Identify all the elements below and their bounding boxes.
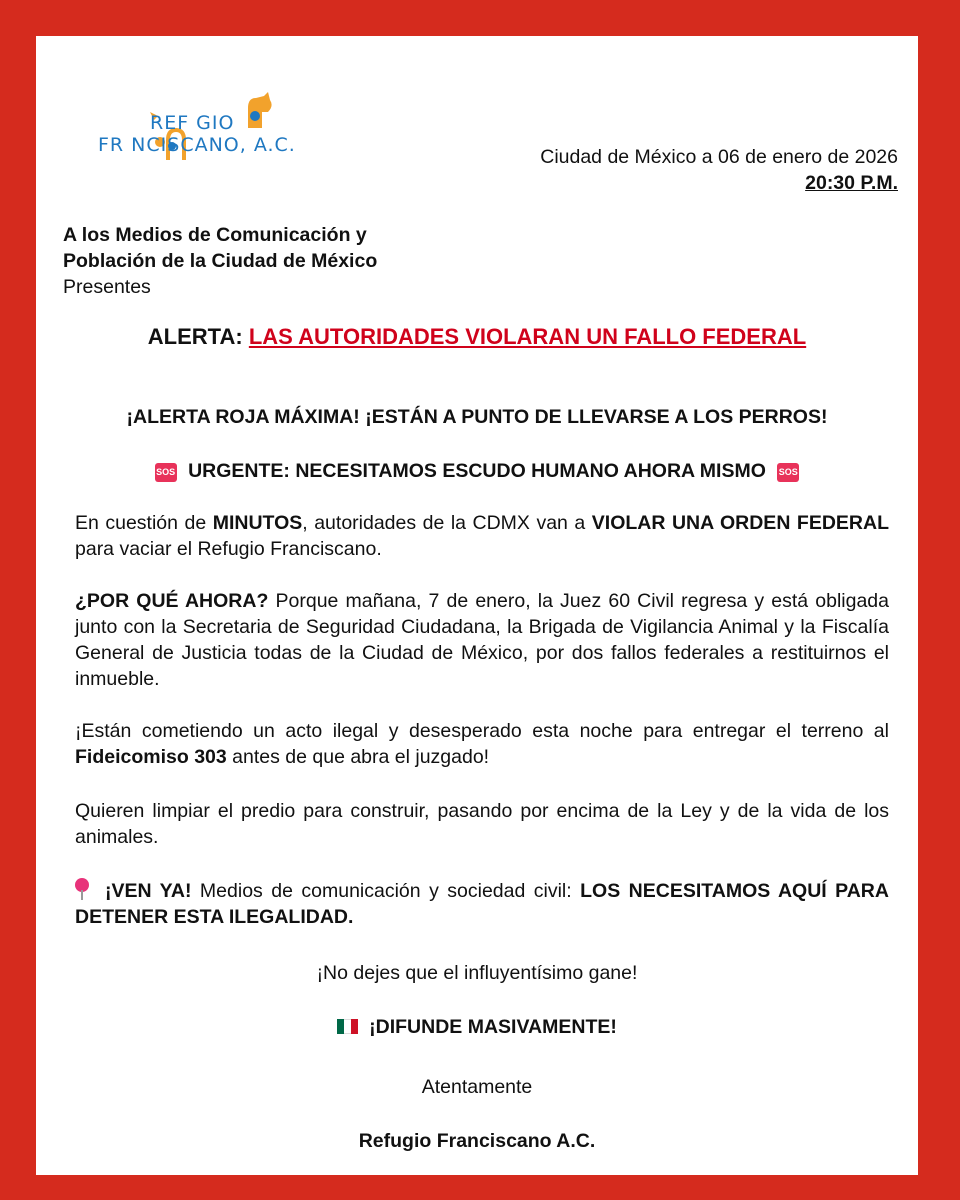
text: En cuestión de (75, 512, 213, 534)
bold-text: ¿POR QUÉ AHORA? (75, 590, 269, 612)
place-date: Ciudad de México a 06 de enero de 2026 (540, 146, 898, 168)
pushpin-icon (75, 878, 89, 900)
alert-headline: LAS AUTORIDADES VIOLARAN UN FALLO FEDERAL (248, 324, 807, 349)
paragraph-acto-ilegal (75, 718, 889, 770)
mexico-flag-icon (337, 1019, 359, 1034)
alert-title (36, 324, 918, 350)
text: para vaciar el Refugio Franciscano. (75, 538, 382, 560)
recipient-line-3: Presentes (63, 276, 151, 298)
logo-line-1: REF GIO (150, 112, 235, 134)
recipient-line-2: Población de la Ciudad de México (63, 250, 378, 272)
red-alert-line: ¡ALERTA ROJA MÁXIMA! ¡ESTÁN A PUNTO DE LLEVARSE A LOS PERROS! (126, 406, 828, 428)
closing: Atentamente (421, 1076, 533, 1098)
bold-text: ¡VEN YA! (105, 880, 192, 902)
text: ¡Están cometiendo un acto ilegal y desesperado esta noche para entregar el terreno al (75, 720, 889, 742)
urgent-line (36, 460, 918, 483)
alert-prefix: ALERTA: (147, 324, 243, 349)
paragraph-ven-ya (75, 878, 889, 930)
paragraph-limpiar-predio: Quieren limpiar el predio para construir, pasando por encima de la Ley y de la vida de los animales. (75, 800, 889, 848)
bold-text: MINUTOS (212, 512, 303, 534)
recipient-block (63, 222, 377, 300)
sos-icon: SOS (777, 463, 799, 482)
bold-text: VIOLAR UNA ORDEN FEDERAL (591, 512, 889, 534)
press-release-page (36, 36, 918, 1175)
paragraph-por-que-ahora (75, 588, 889, 692)
text: Porque mañana, 7 de enero, la Juez 60 Civil regresa y está obligada junto con la Secretaria de Seguridad Ciudadana, la Brigada de Vigilancia Animal y la Fiscalía General de Justicia todas de la Ciudad de México, por dos fallos federales a restituirnos el inmueble. (75, 590, 889, 690)
paragraph-minutos (75, 510, 889, 562)
no-dejes-line: ¡No dejes que el influyentísimo gane! (316, 962, 638, 984)
refugio-franciscano-logo (98, 90, 348, 160)
difunde-text: ¡DIFUNDE MASIVAMENTE! (369, 1016, 617, 1038)
bold-text: LOS NECESITAMOS AQUÍ PARA DETENER ESTA ILEGALIDAD. (75, 880, 889, 928)
text: Medios de comunicación y sociedad civil: (191, 880, 581, 902)
time: 20:30 P.M. (805, 172, 898, 194)
text: , autoridades de la CDMX van a (302, 512, 592, 534)
date-block (540, 144, 898, 196)
bold-text: Fideicomiso 303 (75, 746, 227, 768)
text: antes de que abra el juzgado! (226, 746, 490, 768)
signature: Refugio Franciscano A.C. (358, 1130, 596, 1152)
urgent-text: URGENTE: NECESITAMOS ESCUDO HUMANO AHORA MISMO (188, 460, 766, 482)
logo-line-2: FR NCISCANO, A.C. (98, 134, 296, 156)
sos-icon: SOS (155, 463, 177, 482)
difunde-line (36, 1016, 918, 1039)
recipient-line-1: A los Medios de Comunicación y (63, 224, 367, 246)
